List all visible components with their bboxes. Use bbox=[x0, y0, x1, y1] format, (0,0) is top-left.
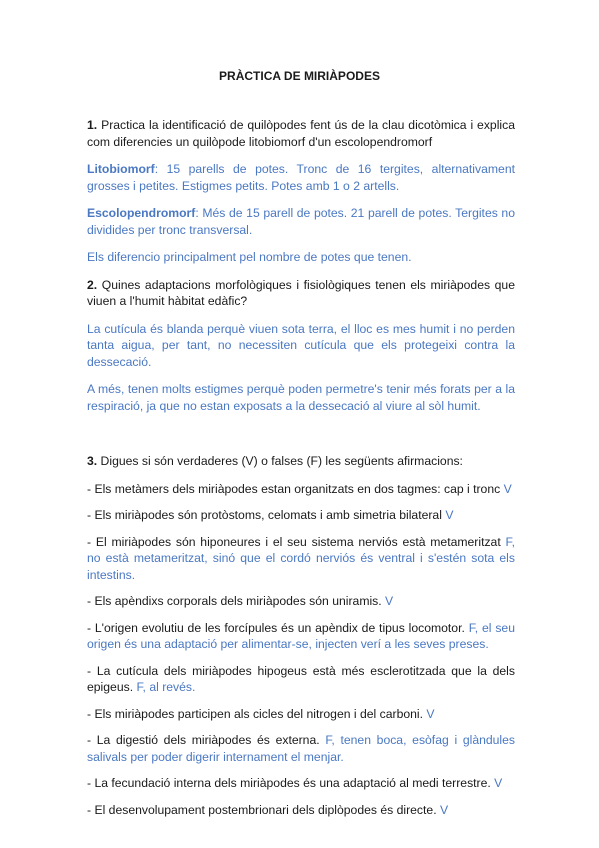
statement-text: - Els miriàpodes són protòstoms, celomats i amb simetria bilateral bbox=[87, 508, 446, 522]
statement-text: - Els miriàpodes participen als cicles del nitrogen i del carboni. bbox=[87, 706, 427, 721]
statement-text: - La digestió dels miriàpodes és externa. bbox=[87, 733, 326, 747]
question-2-text: Quines adaptacions morfològiques i fisiològiques tenen els miriàpodes que viuen a l'humit hàbitat edàfic? bbox=[87, 277, 515, 308]
statement-answer: V bbox=[503, 481, 512, 496]
statement-text: - La cutícula dels miriàpodes hipogeus està més esclerotitzada que la dels epigeus. bbox=[87, 663, 515, 694]
question-3 bbox=[87, 453, 515, 470]
question-1 bbox=[87, 117, 515, 150]
statement-answer: F, el seu origen és una adaptació per alimentar-se, injecten verí a les seves preses. bbox=[87, 620, 515, 651]
statement-text: - El miriàpodes són hiponeures i el seu sistema nerviós està metameritzat bbox=[87, 534, 506, 549]
escolopendromorf-term: Escolopendromorf bbox=[87, 206, 196, 220]
statement-answer: V bbox=[385, 594, 394, 608]
statement-item bbox=[87, 732, 515, 765]
statement-text: - La fecundació interna dels miriàpodes és una adaptació al medi terrestre. bbox=[87, 776, 495, 790]
statement-item bbox=[87, 775, 515, 792]
litobiomorf-term: Litobiomorf bbox=[87, 162, 155, 176]
statement-item bbox=[87, 481, 515, 498]
spacer bbox=[87, 425, 515, 453]
statement-text: - El desenvolupament postembrionari dels diplòpodes és directe. bbox=[87, 802, 440, 817]
statement-answer: V bbox=[426, 706, 435, 721]
answer-escolopendromorf bbox=[87, 205, 515, 238]
statement-answer: V bbox=[439, 802, 449, 817]
statement-text: - Els metàmers dels miriàpodes estan organitzats en dos tagmes: cap i tronc bbox=[87, 481, 504, 496]
question-1-text: Practica la identificació de quilòpodes fent ús de la clau dicotòmica i explica com diferencies un quilòpode litobiomorf d'un escolopendromorf bbox=[87, 118, 515, 149]
question-2 bbox=[87, 277, 515, 310]
answer-litobiomorf bbox=[87, 161, 515, 194]
statement-text: - Els apèndixs corporals dels miriàpodes són uniramis. bbox=[87, 594, 386, 608]
escolopendromorf-text: : Més de 15 parell de potes. 21 parell de potes. Tergites no dividides per tronc transversal. bbox=[87, 206, 515, 237]
question-1-number: 1. bbox=[87, 118, 98, 132]
question-3-text: Digues si són verdaderes (V) o falses (F) les següents afirmacions: bbox=[97, 454, 463, 468]
statement-item bbox=[87, 663, 515, 696]
statement-item bbox=[87, 507, 515, 524]
statement-answer: V bbox=[445, 508, 454, 522]
litobiomorf-text: : 15 parells de potes. Tronc de 16 tergites, alternativament grosses i petites. Estigmes petits. Potes amb 1 o 2 artells. bbox=[87, 162, 515, 193]
page-title: PRÀCTICA DE MIRIÀPODES bbox=[219, 69, 380, 83]
statement-text: - L'origen evolutiu de les forcípules és un apèndix de tipus locomotor. bbox=[87, 620, 469, 635]
statement-item bbox=[87, 534, 515, 584]
answer-2-paragraph-1: La cutícula és blanda perquè viuen sota terra, el lloc es mes humit i no perden tanta aigua, per tant, no necessiten cutícula que els protegeixi contra la dessecació. bbox=[87, 321, 515, 369]
statement-answer: F, al revés. bbox=[136, 680, 196, 694]
answer-2-paragraph-2: A més, tenen molts estigmes perquè poden permetre's tenir més forats per a la respiració, ja que no estan exposats a la dessecació al viure al sòl humit. bbox=[87, 382, 515, 413]
document-content bbox=[87, 117, 515, 828]
statement-answer: F, no està metameritzat, sinó que el cordó nerviós és ventral i s'estén sota els intestins. bbox=[87, 534, 515, 582]
answer-1-conclusion: Els diferencio principalment pel nombre de potes que tenen. bbox=[87, 250, 412, 264]
question-2-number: 2. bbox=[87, 277, 98, 292]
statement-item bbox=[87, 706, 515, 723]
statement-answer: F, tenen boca, esòfag i glàndules salivals per poder digerir internament el menjar. bbox=[87, 733, 516, 764]
statement-item bbox=[87, 620, 515, 653]
statement-answer: V bbox=[494, 776, 503, 790]
statement-item bbox=[87, 593, 515, 610]
question-3-number: 3. bbox=[87, 454, 98, 468]
statement-item bbox=[87, 802, 515, 819]
